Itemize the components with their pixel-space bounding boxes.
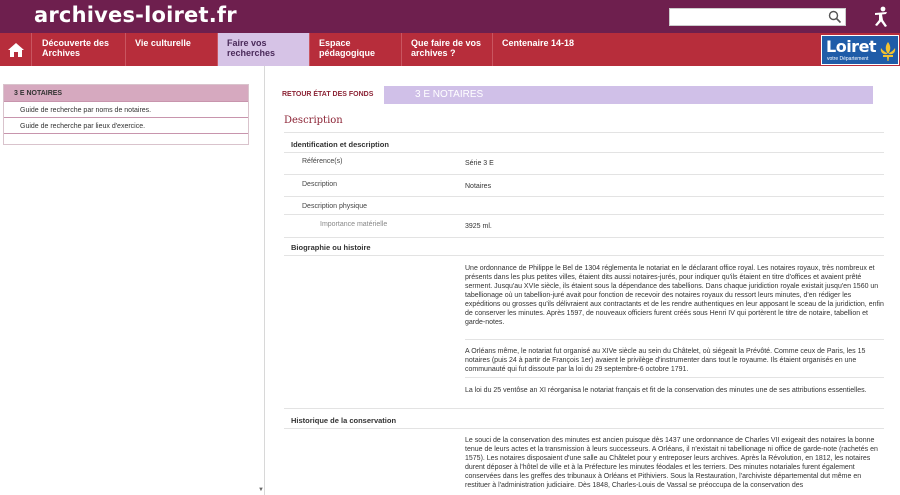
site-header <box>0 0 900 33</box>
sidebar-link-noms[interactable]: Guide de recherche par noms de notaires. <box>4 102 248 118</box>
description-label: Description <box>302 181 338 188</box>
site-title[interactable]: archives-loiret.fr <box>34 3 237 27</box>
divider <box>284 174 884 175</box>
nav-item-faire-vos-recherches[interactable]: Faire vos recherches <box>218 33 310 66</box>
divider <box>284 152 884 153</box>
main-nav <box>0 33 900 66</box>
divider <box>465 339 884 340</box>
accessibility-icon[interactable] <box>869 5 893 29</box>
divider <box>465 377 884 378</box>
loiret-logo[interactable] <box>821 35 899 65</box>
biography-paragraph-3: La loi du 25 ventôse an XI réorganisa le notariat français et fit de la conservation des minutes une de ses attributions essentielles. <box>465 387 867 394</box>
biography-paragraph-2: A Orléans même, le notariat fut organisé au XIVe siècle au sein du Châtelet, où siégeait la Prévôté. Comme ceux de Paris, les 15 notaires (puis 24 à partir de François 1er) avaient le privilège d'instrumenter dans tout le royaume. Ils étaient organisés en une communauté qui fut dissoute par la loi du 29 septembre-6 octobre 1791. <box>465 348 866 373</box>
nav-item-espace-pedagogique[interactable]: Espace pédagogique <box>310 33 402 66</box>
divider <box>284 255 884 256</box>
divider <box>284 132 884 133</box>
reference-label: Référence(s) <box>302 158 343 165</box>
nav-item-centenaire[interactable]: Centenaire 14-18 <box>502 38 575 48</box>
divider <box>284 214 884 215</box>
identification-title: Identification et description <box>291 140 389 149</box>
logo-text: Loiret <box>826 37 877 56</box>
column-divider <box>264 66 265 495</box>
back-tab[interactable]: RETOUR ÉTAT DES FONDS <box>282 91 374 98</box>
fleur-de-lis-icon <box>878 40 898 62</box>
reference-value: Série 3 E <box>465 160 494 167</box>
current-tab: 3 E NOTAIRES <box>384 86 873 104</box>
biography-paragraph-1: Une ordonnance de Philippe le Bel de 1304 réglementa le notariat en le déclarant office royal. Les notaires royaux, très nombreux et présents dans les plus petites villes, étaient dits aussi notaires-jurés, pour indiquer qu'ils étaient en titre d'offices et avaient prêté serment. Jusqu'au XVIe siècle, ils étaient sous la dépendance des tabellions. Dans chaque juridiction royale existait jusqu'en 1560 un tabellionage où un tabellion-juré avait pour fonction de recevoir des notaires royaux du ressort leurs minutes, d'en rédiger les expéditions ou grosses qu'ils délivraient aux contractants et de les rendre authentiques en leur apposant le sceau de la juridiction, enfin de conserver les minutes. Après 1597, de nouveaux officiers furent créés sous Henri IV qui portèrent le titre de notaire, tabellion et garde-notes. <box>465 265 884 326</box>
importance-value: 3925 ml. <box>465 223 492 230</box>
sidebar-link-lieux[interactable]: Guide de recherche par lieux d'exercice. <box>4 118 248 134</box>
section-title: Description <box>284 115 343 126</box>
logo-subtext: votre Département <box>827 56 869 62</box>
divider <box>284 237 884 238</box>
divider <box>284 408 884 409</box>
search-icon[interactable] <box>828 10 842 24</box>
home-icon <box>7 42 25 58</box>
nav-item-vie-culturelle[interactable]: Vie culturelle <box>126 33 218 66</box>
conservation-title: Historique de la conservation <box>291 416 397 425</box>
sidebar-heading[interactable]: 3 E NOTAIRES <box>4 85 248 102</box>
divider <box>284 196 884 197</box>
divider <box>284 428 884 429</box>
physical-description-label: Description physique <box>302 203 367 210</box>
nav-item-que-faire[interactable]: Que faire de vos archives ? <box>402 33 493 66</box>
home-button[interactable] <box>0 33 32 66</box>
importance-label: Importance matérielle <box>320 221 388 228</box>
search-input[interactable] <box>669 8 846 26</box>
conservation-paragraph-1: Le souci de la conservation des minutes est ancien puisque dès 1437 une ordonnance de Charles VII exigeait des notaires la bonne tenue de leurs actes et la transmission à leurs successeurs. A Orléans, il n'existait ni tabellionage ni office de garde-note (rachetés en 1575). Les notaires disposaient d'une salle au Châtelet pour y entreposer leurs archives. Après la Révolution, en 1812, les notaires durent déposer à l'hôtel de ville et à la Préfecture les minutes féodales et les terriers. Des minutes notariales furent également conservées dans les greffes des tribunaux à Orléans et Pithiviers. Sous la Restauration, l'archiviste départemental dut même en restituer à l'administration judiciaire. Dès 1848, Charles-Louis de Vassal se préoccupa de la conservation des <box>465 437 878 489</box>
scroll-down-icon[interactable]: ▼ <box>258 487 264 493</box>
sidebar <box>3 84 249 145</box>
nav-item-decouverte[interactable]: Découverte des Archives <box>33 33 126 66</box>
biography-title: Biographie ou histoire <box>291 243 371 252</box>
description-value: Notaires <box>465 183 492 190</box>
